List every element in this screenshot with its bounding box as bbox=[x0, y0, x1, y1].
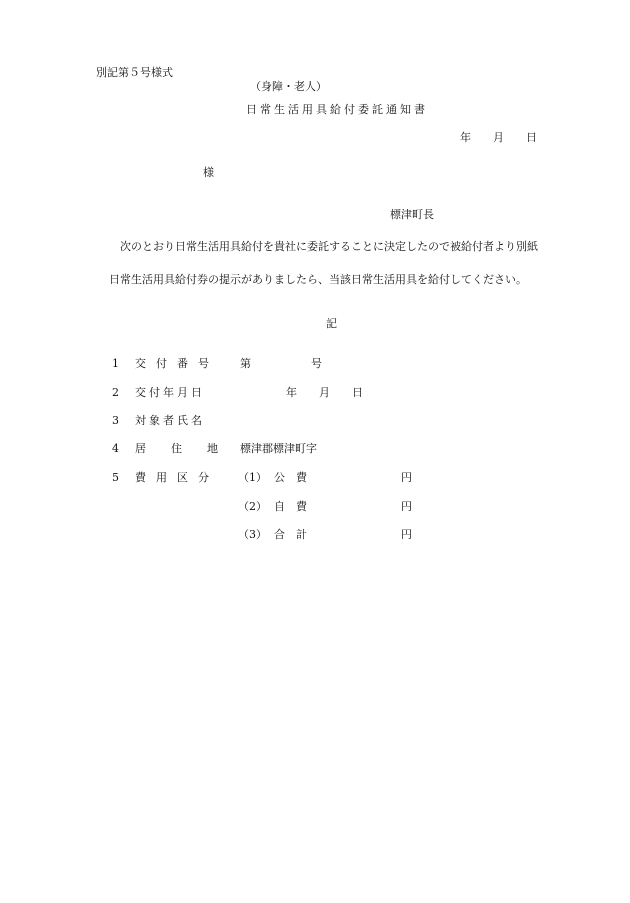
cost-unit: 円 bbox=[401, 528, 412, 541]
item-value: 標津郡標津町字 bbox=[240, 442, 317, 455]
item-value: 年 月 日 bbox=[286, 386, 363, 399]
body-line-2: 日常生活用具給付券の提示がありましたら、当該日常生活用具を給付してください。 bbox=[109, 273, 527, 286]
item-label: 対象者氏名 bbox=[135, 414, 205, 427]
cost-number: （2） bbox=[238, 500, 267, 513]
issuer: 標津町長 bbox=[390, 208, 434, 221]
item-number: 2 bbox=[112, 386, 119, 399]
cost-number: （1） bbox=[238, 471, 267, 484]
cost-unit: 円 bbox=[401, 500, 412, 513]
item-number: 1 bbox=[112, 357, 119, 370]
item-value-suffix: 号 bbox=[311, 357, 322, 370]
cost-number: （3） bbox=[238, 528, 267, 541]
item-number: 3 bbox=[112, 414, 119, 427]
form-number: 別記第５号様式 bbox=[96, 66, 173, 79]
body-line-1: 次のとおり日常生活用具給付を貴社に委託することに決定したので被給付者より別紙 bbox=[120, 240, 538, 253]
cost-label: 合 計 bbox=[274, 528, 307, 541]
item-label: 交付年月日 bbox=[135, 386, 205, 399]
item-value-prefix: 第 bbox=[240, 357, 251, 370]
item-label: 交付番号 bbox=[135, 357, 219, 370]
addressee-suffix: 様 bbox=[203, 166, 214, 179]
cost-label: 自 費 bbox=[274, 500, 307, 513]
item-number: 4 bbox=[112, 442, 119, 455]
document-title: 日常生活用具給付委託通知書 bbox=[246, 103, 428, 116]
cost-label: 公 費 bbox=[274, 471, 307, 484]
item-label: 居住地 bbox=[135, 442, 243, 455]
ki-heading: 記 bbox=[326, 317, 337, 330]
category-label: （身障・老人） bbox=[250, 80, 327, 93]
date-line: 年 月 日 bbox=[460, 131, 537, 144]
item-label: 費用区分 bbox=[135, 471, 219, 484]
cost-unit: 円 bbox=[401, 471, 412, 484]
item-number: 5 bbox=[112, 471, 119, 484]
